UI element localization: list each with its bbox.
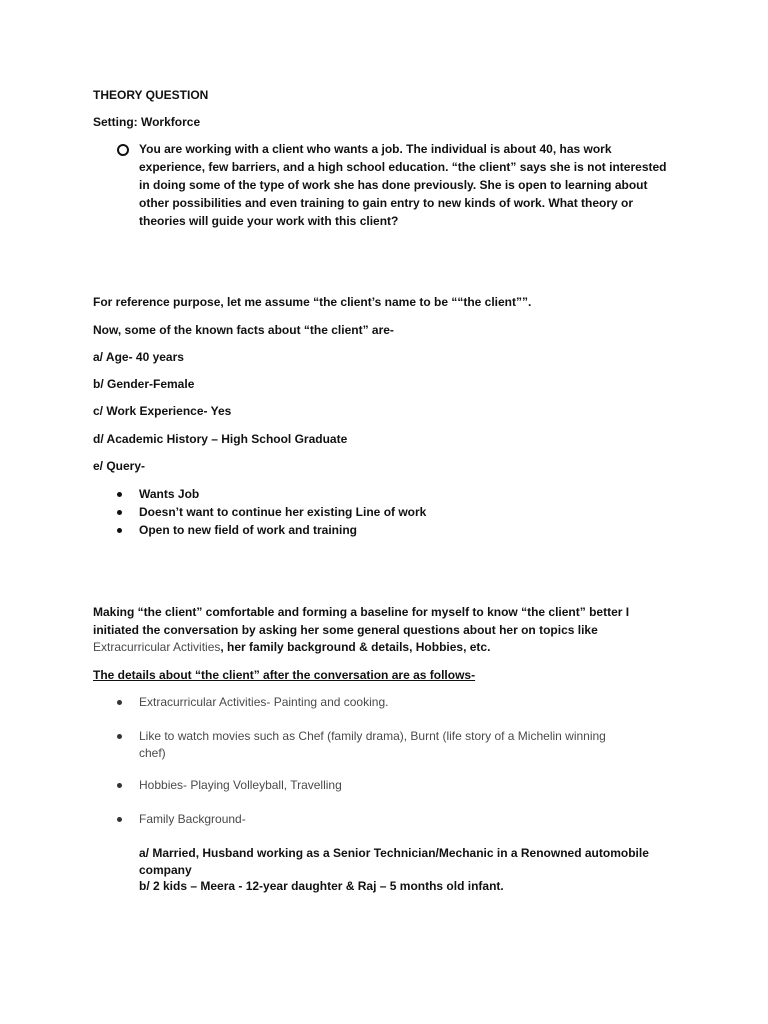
detail-item-continued: chef) xyxy=(139,746,166,760)
bullet-icon xyxy=(117,528,122,533)
detail-item: Hobbies- Playing Volleyball, Travelling xyxy=(139,778,342,792)
family-detail-a-continued: company xyxy=(139,863,192,877)
prompt-line: You are working with a client who wants a job. The individual is about 40, has work xyxy=(139,142,612,156)
prompt-line: experience, few barriers, and a high school education. “the client” says she is not interested xyxy=(139,160,667,174)
fact-experience: c/ Work Experience- Yes xyxy=(93,404,232,418)
bullet-icon xyxy=(117,734,122,739)
detail-item: Family Background- xyxy=(139,812,246,826)
query-item: Open to new field of work and training xyxy=(139,523,358,537)
setting-label: Setting: Workforce xyxy=(93,115,201,129)
prompt-line: other possibilities and even training to gain entry to new kinds of work. What theory or xyxy=(139,196,634,210)
prompt-line: theories will guide your work with this client? xyxy=(139,214,399,228)
extracurricular-text: Extracurricular Activities xyxy=(93,640,221,654)
family-detail-a: a/ Married, Husband working as a Senior Technician/Mechanic in a Renowned automobile xyxy=(139,846,649,860)
bullet-icon xyxy=(117,700,122,705)
details-heading: The details about “the client” after the conversation are as follows- xyxy=(93,668,476,682)
paragraph-line xyxy=(93,639,490,656)
query-item: Wants Job xyxy=(139,487,200,501)
facts-intro: Now, some of the known facts about “the client” are- xyxy=(93,323,394,337)
fact-gender: b/ Gender-Female xyxy=(93,377,195,391)
document-title: THEORY QUESTION xyxy=(93,88,209,102)
reference-text: For reference purpose, let me assume “the client’s name to be ““the client””. xyxy=(93,295,532,309)
paragraph-rest: , her family background & details, Hobbies, etc. xyxy=(220,640,491,654)
bullet-icon xyxy=(117,510,122,515)
detail-item: Like to watch movies such as Chef (family drama), Burnt (life story of a Michelin winning xyxy=(139,729,606,743)
paragraph-line: Making “the client” comfortable and forming a baseline for myself to know “the client” better I xyxy=(93,605,630,619)
bullet-icon xyxy=(117,492,122,497)
prompt-line: in doing some of the type of work she has done previously. She is open to learning about xyxy=(139,178,648,192)
paragraph-line: initiated the conversation by asking her some general questions about her on topics like xyxy=(93,623,598,637)
circle-bullet-icon xyxy=(117,144,129,156)
query-item: Doesn’t want to continue her existing Line of work xyxy=(139,505,427,519)
bullet-icon xyxy=(117,783,122,788)
fact-query: e/ Query- xyxy=(93,459,146,473)
family-detail-b: b/ 2 kids – Meera - 12-year daughter & Raj – 5 months old infant. xyxy=(139,879,504,893)
bullet-icon xyxy=(117,817,122,822)
fact-age: a/ Age- 40 years xyxy=(93,350,184,364)
detail-item: Extracurricular Activities- Painting and cooking. xyxy=(139,695,389,709)
fact-academic: d/ Academic History – High School Graduate xyxy=(93,432,348,446)
